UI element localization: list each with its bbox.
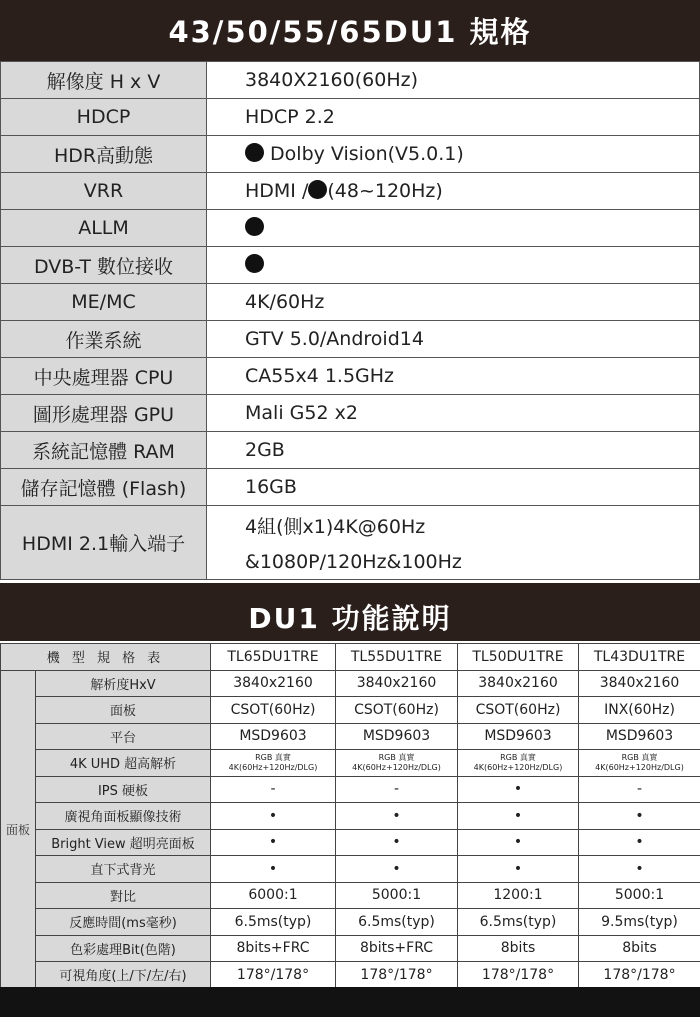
spec-label: 中央處理器 CPU <box>1 358 207 395</box>
supported-dot-icon <box>308 180 327 199</box>
feature-row <box>1 935 700 962</box>
spec-value-text: Dolby Vision(V5.0.1) <box>270 143 464 165</box>
feature-row <box>1 670 700 697</box>
spec-row <box>1 321 700 358</box>
feature-cell: • <box>336 856 458 883</box>
feature-row-label: 色彩處理Bit(色階) <box>36 935 211 962</box>
feature-row <box>1 882 700 909</box>
feature-cell: 3840x2160 <box>211 670 336 697</box>
spec-value: Mali G52 x2 <box>207 395 700 432</box>
feature-cell: • <box>458 776 579 803</box>
feature-row <box>1 962 700 989</box>
supported-dot-icon <box>245 143 264 162</box>
footer-bar <box>0 987 700 1017</box>
feature-cell <box>579 750 700 777</box>
feature-cell: 178°/178° <box>211 962 336 989</box>
feature-cell: INX(60Hz) <box>579 697 700 724</box>
spec-label: 圖形處理器 GPU <box>1 395 207 432</box>
feature-cell: 3840x2160 <box>336 670 458 697</box>
spec-row <box>1 210 700 247</box>
feature-cell: • <box>458 856 579 883</box>
spec-row <box>1 358 700 395</box>
feature-cell <box>211 750 336 777</box>
spec-row <box>1 62 700 99</box>
feature-row-label: 解析度HxV <box>36 670 211 697</box>
supported-dot-icon <box>245 254 264 273</box>
feature-cell: MSD9603 <box>336 723 458 750</box>
feature-row <box>1 829 700 856</box>
feature-cell-bottom: 4K(60Hz+120Hz/DLG) <box>228 762 318 772</box>
feature-cell: CSOT(60Hz) <box>336 697 458 724</box>
feature-cell: 6.5ms(typ) <box>336 909 458 936</box>
spec-value <box>207 247 700 284</box>
spec-label: ALLM <box>1 210 207 247</box>
feature-cell-top: RGB 真實 <box>255 752 291 762</box>
feature-row-label: IPS 硬板 <box>36 776 211 803</box>
spec-value-line1: 4組(側x1)4K@60Hz <box>245 516 426 538</box>
feature-cell-top: RGB 真實 <box>378 752 415 762</box>
spec-value-text: (48~120Hz) <box>327 180 443 202</box>
feature-cell: • <box>579 856 700 883</box>
spec-value: 3840X2160(60Hz) <box>207 62 700 99</box>
spec-value: 4K/60Hz <box>207 284 700 321</box>
spec-value <box>207 506 700 580</box>
feature-row <box>1 909 700 936</box>
feature-cell: • <box>579 829 700 856</box>
feature-cell: • <box>336 829 458 856</box>
feature-row-label: 4K UHD 超高解析 <box>36 750 211 777</box>
spec-title-banner <box>0 0 700 61</box>
spec-label: HDMI 2.1輸入端子 <box>1 506 207 580</box>
feature-cell: 9.5ms(typ) <box>579 909 700 936</box>
spec-label: HDR高動態 <box>1 136 207 173</box>
feature-cell: 8bits <box>458 935 579 962</box>
spec-label: 作業系統 <box>1 321 207 358</box>
feature-cell: - <box>336 776 458 803</box>
spec-title: 43/50/55/65DU1 規格 <box>168 15 532 49</box>
feature-cell: 8bits+FRC <box>336 935 458 962</box>
spec-value-line2: &1080P/120Hz&100Hz <box>245 551 462 573</box>
spec-label: 系統記憶體 RAM <box>1 432 207 469</box>
spec-value <box>207 136 700 173</box>
feature-row <box>1 697 700 724</box>
feature-row-label: 廣視角面板顯像技術 <box>36 803 211 830</box>
spec-label: VRR <box>1 173 207 210</box>
feature-cell: 178°/178° <box>458 962 579 989</box>
feature-corner-label: 機 型 規 格 表 <box>1 644 211 671</box>
feature-cell: 6000:1 <box>211 882 336 909</box>
spec-row <box>1 284 700 321</box>
feature-row <box>1 750 700 777</box>
feature-cell: • <box>579 803 700 830</box>
spec-table <box>0 61 700 580</box>
feature-cell: 8bits+FRC <box>211 935 336 962</box>
spec-value: 16GB <box>207 469 700 506</box>
spec-row <box>1 395 700 432</box>
spec-row <box>1 469 700 506</box>
feature-cell-top: RGB 真實 <box>500 752 536 762</box>
feature-cell: • <box>458 829 579 856</box>
feature-row-label: 反應時間(ms毫秒) <box>36 909 211 936</box>
feature-row-label: 對比 <box>36 882 211 909</box>
feature-cell: MSD9603 <box>458 723 579 750</box>
feature-cell <box>336 750 458 777</box>
spec-row <box>1 173 700 210</box>
spec-row <box>1 99 700 136</box>
feature-title-banner <box>0 583 700 641</box>
spec-value <box>207 173 700 210</box>
feature-cell: 5000:1 <box>336 882 458 909</box>
feature-row-label: 面板 <box>36 697 211 724</box>
spec-value: HDCP 2.2 <box>207 99 700 136</box>
feature-cell: CSOT(60Hz) <box>211 697 336 724</box>
feature-row-label: 直下式背光 <box>36 856 211 883</box>
feature-row <box>1 723 700 750</box>
feature-cell: 178°/178° <box>579 962 700 989</box>
feature-cell: 178°/178° <box>336 962 458 989</box>
feature-cell: MSD9603 <box>211 723 336 750</box>
feature-cell-bottom: 4K(60Hz+120Hz/DLG) <box>352 762 441 772</box>
feature-cell <box>458 750 579 777</box>
spec-label: HDCP <box>1 99 207 136</box>
model-header: TL50DU1TRE <box>458 644 579 671</box>
spec-label: DVB-T 數位接收 <box>1 247 207 284</box>
feature-cell-bottom: 4K(60Hz+120Hz/DLG) <box>595 762 684 772</box>
spec-label: 儲存記憶體 (Flash) <box>1 469 207 506</box>
feature-cell: - <box>211 776 336 803</box>
feature-cell: CSOT(60Hz) <box>458 697 579 724</box>
feature-cell: • <box>211 829 336 856</box>
spec-value-text: HDMI / <box>245 180 309 202</box>
feature-cell: 6.5ms(typ) <box>211 909 336 936</box>
feature-cell: 6.5ms(typ) <box>458 909 579 936</box>
feature-cell: 1200:1 <box>458 882 579 909</box>
spec-label: 解像度 H x V <box>1 62 207 99</box>
spec-value: GTV 5.0/Android14 <box>207 321 700 358</box>
model-header: TL43DU1TRE <box>579 644 700 671</box>
feature-row-label: 可視角度(上/下/左/右) <box>36 962 211 989</box>
feature-cell: • <box>336 803 458 830</box>
feature-header-row <box>1 644 700 671</box>
spec-row <box>1 136 700 173</box>
feature-cell: 3840x2160 <box>579 670 700 697</box>
supported-dot-icon <box>245 217 264 236</box>
feature-cell: MSD9603 <box>579 723 700 750</box>
feature-title: DU1 功能說明 <box>248 602 452 635</box>
feature-row <box>1 776 700 803</box>
feature-cell: 5000:1 <box>579 882 700 909</box>
spec-value: 2GB <box>207 432 700 469</box>
feature-row-label: Bright View 超明亮面板 <box>36 829 211 856</box>
spec-row <box>1 247 700 284</box>
spec-value: CA55x4 1.5GHz <box>207 358 700 395</box>
feature-cell: • <box>211 803 336 830</box>
feature-row-label: 平台 <box>36 723 211 750</box>
feature-row <box>1 856 700 883</box>
feature-cell-top: RGB 真實 <box>621 752 658 762</box>
feature-row <box>1 803 700 830</box>
feature-cell-bottom: 4K(60Hz+120Hz/DLG) <box>473 762 563 772</box>
feature-cell: - <box>579 776 700 803</box>
feature-cell: • <box>458 803 579 830</box>
feature-cell: 3840x2160 <box>458 670 579 697</box>
spec-label: ME/MC <box>1 284 207 321</box>
spec-row <box>1 506 700 580</box>
feature-cell: 8bits <box>579 935 700 962</box>
spec-row <box>1 432 700 469</box>
feature-group-label: 面板 <box>1 670 36 988</box>
feature-cell: • <box>211 856 336 883</box>
model-header: TL55DU1TRE <box>336 644 458 671</box>
feature-table <box>0 643 700 989</box>
spec-value <box>207 210 700 247</box>
model-header: TL65DU1TRE <box>211 644 336 671</box>
